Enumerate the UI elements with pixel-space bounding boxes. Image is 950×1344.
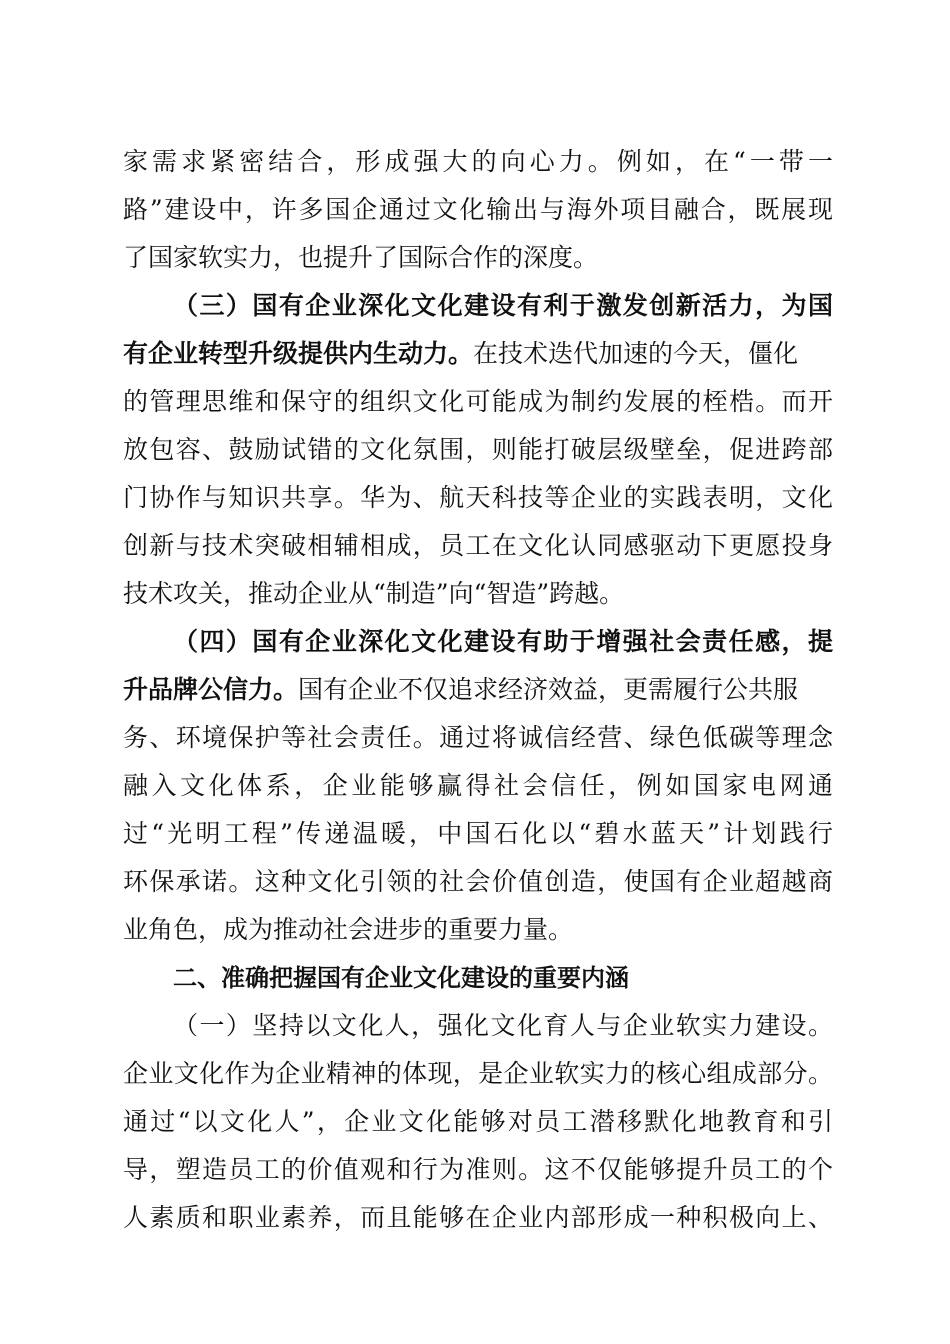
paragraph-line: 业角色，成为推动社会进步的重要力量。: [123, 915, 574, 944]
section-3-heading-tail: 有企业转型升级提供内生动力。: [123, 339, 474, 368]
section-4-body-start: 国有企业不仅追求经济效益，更需履行公共服: [298, 675, 799, 704]
paragraph-line: 通过“以文化人”，企业文化能够对员工潜移默化地教育和引: [123, 1107, 833, 1136]
paragraph-line: 导，塑造员工的价值观和行为准则。这不仅能够提升员工的个: [123, 1155, 833, 1184]
paragraph-line: 人素质和职业素养，而且能够在企业内部形成一种积极向上、: [123, 1203, 833, 1232]
paragraph-line: 过“光明工程”传递温暖，中国石化以“碧水蓝天”计划践行: [123, 819, 833, 848]
section-4-heading-tail: 升品牌公信力。: [123, 675, 299, 704]
paragraph-line: 放包容、鼓励试错的文化氛围，则能打破层级壁垒，促进跨部: [123, 435, 833, 464]
paragraph-line: 融入文化体系，企业能够赢得社会信任，例如国家电网通: [123, 771, 833, 800]
paragraph-line: 门协作与知识共享。华为、航天科技等企业的实践表明，文化: [123, 483, 833, 512]
paragraph-line: 了国家软实力，也提升了国际合作的深度。: [123, 243, 599, 272]
paragraph-line: 企业文化作为企业精神的体现，是企业软实力的核心组成部分。: [123, 1059, 833, 1088]
paragraph-line: 的管理思维和保守的组织文化可能成为制约发展的桎梏。而开: [123, 387, 833, 416]
paragraph-line: 路”建设中，许多国企通过文化输出与海外项目融合，既展现: [123, 195, 833, 224]
section-3-body-start: 在技术迭代加速的今天，僵化: [473, 339, 799, 368]
section-4-line: [123, 673, 833, 707]
section-3-heading-line: （三）国有企业深化文化建设有利于激发创新活力，为国: [173, 291, 833, 320]
paragraph-line: 技术攻关，推动企业从“制造”向“智造”跨越。: [123, 579, 625, 608]
paragraph-line: 环保承诺。这种文化引领的社会价值创造，使国有企业超越商: [123, 867, 833, 896]
chapter-heading: 二、准确把握国有企业文化建设的重要内涵: [173, 964, 629, 992]
section-3-line: [123, 337, 833, 371]
paragraph-line: 务、环境保护等社会责任。通过将诚信经营、绿色低碳等理念: [123, 723, 833, 752]
paragraph-line: 家需求紧密结合，形成强大的向心力。例如，在“一带一: [123, 147, 833, 176]
paragraph-line: 创新与技术突破相辅相成，员工在文化认同感驱动下更愿投身: [123, 531, 833, 560]
subsection-1-heading: （一）坚持以文化人，强化文化育人与企业软实力建设。: [173, 1011, 833, 1040]
section-4-heading-line: （四）国有企业深化文化建设有助于增强社会责任感，提: [173, 627, 833, 656]
